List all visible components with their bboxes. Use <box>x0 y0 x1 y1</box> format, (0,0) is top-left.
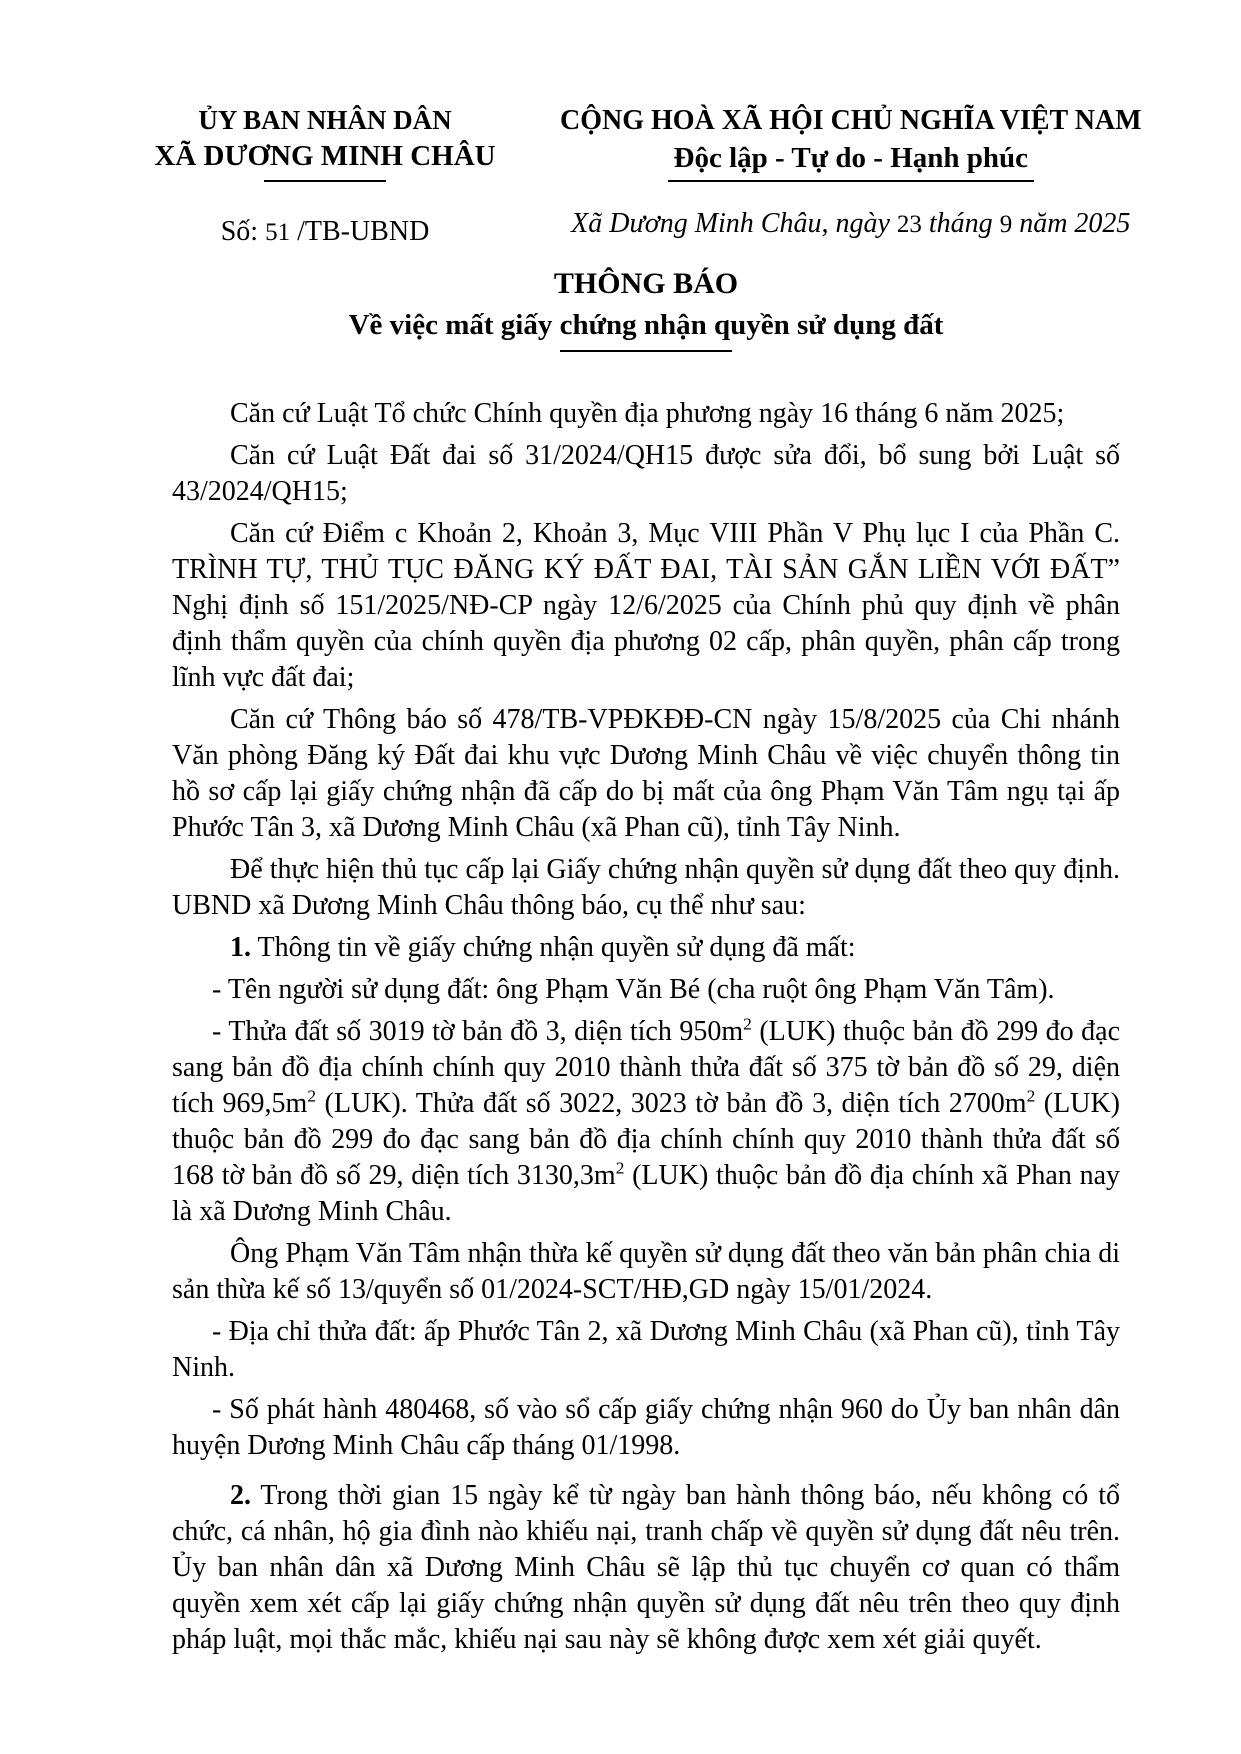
org-underline <box>264 180 386 182</box>
date-day: 23 <box>896 211 922 238</box>
national-motto: Độc lập - Tự do - Hạnh phúc <box>668 139 1035 182</box>
document-header <box>154 103 1142 248</box>
paragraph: - Thửa đất số 3019 tờ bản đồ 3, diện tích $950m^2$ (LUK) thuộc bản đồ 299 đo đạc sang bản đồ địa chính chính quy 2010 thành thửa đất số 375 tờ bản đồ số 29, diện tích $969,5m^2$ (LUK). Thửa đất số 3022, 3023 tờ bản đồ 3, diện tích $2700m^2$ (LUK) thuộc bản đồ 299 đo đạc sang bản đồ địa chính chính quy 2010 thành thửa đất số 168 tờ bản đồ số 29, diện tích $3130,3m^2$ (LUK) thuộc bản đồ địa chính xã Phan nay là xã Dương Minh Châu. <box>172 1014 1121 1227</box>
issuing-org-name: ỦY BAN NHÂN DÂN <box>198 105 452 135</box>
title-underline <box>560 350 732 352</box>
motto-line-wrap <box>560 139 1142 182</box>
date-month: 9 <box>999 211 1013 238</box>
paragraph: 2. Trong thời gian 15 ngày kể từ ngày ban hành thông báo, nếu không có tổ chức, cá nhân, hộ gia đình nào khiếu nại, tranh chấp về quyền sử dụng đất nêu trên. Ủy ban nhân dân xã Dương Minh Châu sẽ lập thủ tục chuyển cơ quan có thẩm quyền xem xét cấp lại giấy chứng nhận quyền sử dụng đất nêu trên theo quy định pháp luật, mọi thắc mắc, khiếu nại sau này sẽ không được xem xét giải quyết. <box>172 1480 1120 1655</box>
paragraph: Căn cứ Luật Tổ chức Chính quyền địa phương ngày 16 tháng 6 năm 2025; <box>230 398 1065 429</box>
paragraph: - Tên người sử dụng đất: ông Phạm Văn Bé (cha ruột ông Phạm Văn Tâm). <box>212 974 1055 1005</box>
national-motto-block <box>560 103 1142 240</box>
document-number-suffix: /TB-UBND <box>290 216 430 247</box>
paragraph: - Địa chỉ thửa đất: ấp Phước Tân 2, xã Dương Minh Châu (xã Phan cũ), tỉnh Tây Ninh. <box>172 1316 1120 1383</box>
date-suffix: năm 2025 <box>1012 208 1131 239</box>
document-number-prefix: Số: <box>220 216 266 247</box>
paragraph: Căn cứ Thông báo số 478/TB-VPĐKĐĐ-CN ngày 15/8/2025 của Chi nhánh Văn phòng Đăng ký Đất đai khu vực Dương Minh Châu về việc chuyển thông tin hồ sơ cấp lại giấy chứng nhận đã cấp do bị mất của ông Phạm Văn Tâm ngụ tại ấp Phước Tân 3, xã Dương Minh Châu (xã Phan cũ), tỉnh Tây Ninh. <box>172 704 1120 843</box>
place-date-line <box>560 208 1142 240</box>
issuing-org-commune: XÃ DƯƠNG MINH CHÂU <box>154 140 496 172</box>
document-subtitle: Về việc mất giấy chứng nhận quyền sử dụng đất <box>348 309 944 341</box>
document-number <box>90 216 560 248</box>
document-title: THÔNG BÁO <box>553 267 739 300</box>
document-number-value: 51 <box>265 219 291 246</box>
paragraph: 1. Thông tin về giấy chứng nhận quyền sử dụng đã mất: <box>230 932 856 963</box>
issuing-org-block <box>90 103 560 248</box>
document-body <box>172 396 1120 1658</box>
date-prefix: Xã Dương Minh Châu, ngày <box>571 208 897 239</box>
paragraph: Ông Phạm Văn Tâm nhận thừa kế quyền sử dụng đất theo văn bản phân chia di sản thừa kế số 13/quyển số 01/2024-SCT/HĐ,GD ngày 15/01/2024. <box>172 1238 1120 1305</box>
paragraph: - Số phát hành 480468, số vào sổ cấp giấy chứng nhận 960 do Ủy ban nhân dân huyện Dương Minh Châu cấp tháng 01/1998. <box>172 1394 1120 1461</box>
national-title: CỘNG HOÀ XÃ HỘI CHỦ NGHĨA VIỆT NAM <box>560 105 1142 136</box>
title-block <box>172 264 1120 352</box>
paragraph: Căn cứ Điểm c Khoản 2, Khoản 3, Mục VIII Phần V Phụ lục I của Phần C. TRÌNH TỰ, THỦ TỤC ĐĂNG KÝ ĐẤT ĐAI, TÀI SẢN GẮN LIỀN VỚI ĐẤT” Nghị định số 151/2025/NĐ-CP ngày 12/6/2025 của Chính phủ quy định về phân định thẩm quyền của chính quyền địa phương 02 cấp, phân quyền, phân cấp trong lĩnh vực đất đai; <box>172 518 1120 693</box>
date-mid: tháng <box>921 208 1000 239</box>
paragraph: Để thực hiện thủ tục cấp lại Giấy chứng nhận quyền sử dụng đất theo quy định. UBND xã Dương Minh Châu thông báo, cụ thể như sau: <box>172 854 1120 921</box>
paragraph: Căn cứ Luật Đất đai số 31/2024/QH15 được sửa đổi, bổ sung bởi Luật số 43/2024/QH15; <box>172 440 1120 507</box>
